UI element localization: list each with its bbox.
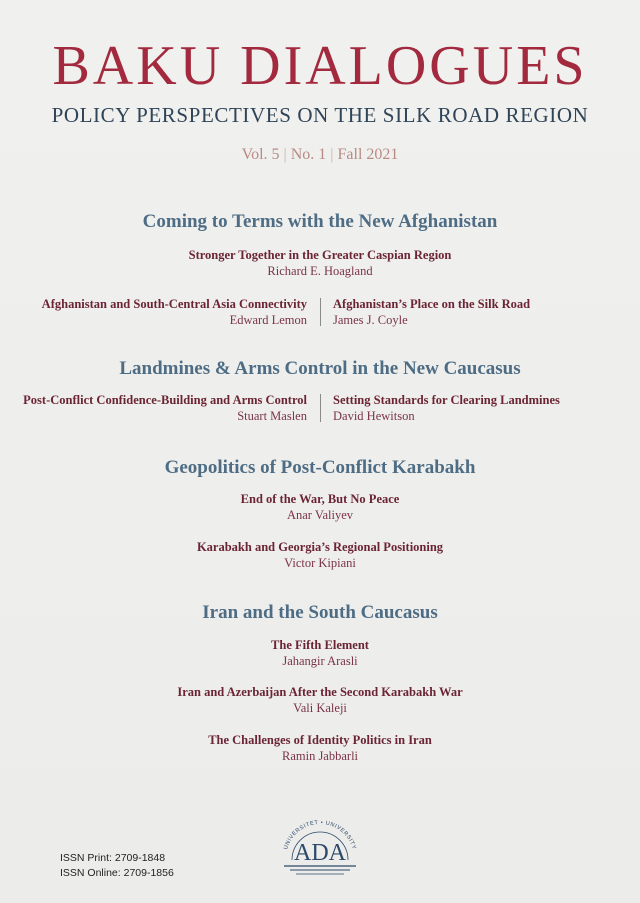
section-heading: Geopolitics of Post-Conflict Karabakh	[164, 457, 476, 478]
article-title: Afghanistan’s Place on the Silk Road	[333, 297, 531, 311]
column-divider	[320, 394, 321, 422]
logo-ring-text: UNIVERSITET • UNIVERSITY	[283, 819, 357, 851]
article-author: Anar Valiyev	[286, 508, 354, 522]
article-author: Ramin Jabbarli	[281, 749, 359, 763]
section-heading: Landmines & Arms Control in the New Caucasus	[119, 358, 521, 379]
section-heading: Iran and the South Caucasus	[202, 602, 438, 623]
article-entry	[7, 296, 307, 328]
article-title: The Challenges of Identity Politics in Iran	[208, 733, 432, 747]
article-entry	[7, 392, 307, 424]
article-entry	[0, 491, 640, 523]
issue-volume: Vol. 5	[241, 146, 280, 163]
journal-subtitle: POLICY PERSPECTIVES ON THE SILK ROAD REGION	[51, 103, 589, 127]
logo-text: ADA	[294, 840, 346, 866]
section-heading: Coming to Terms with the New Afghanistan	[142, 211, 498, 232]
issn-online: ISSN Online: 2709-1856	[60, 867, 174, 879]
article-entry	[0, 247, 640, 279]
article-entry	[333, 296, 633, 328]
column-divider	[320, 298, 321, 326]
article-author: Vali Kaleji	[293, 701, 347, 715]
article-author: Stuart Maslen	[237, 409, 307, 423]
issue-separator: |	[330, 146, 334, 163]
article-entry	[0, 637, 640, 669]
article-title: End of the War, But No Peace	[240, 492, 400, 506]
article-author: Jahangir Arasli	[282, 654, 358, 668]
article-author: Edward Lemon	[229, 313, 307, 327]
issue-season: Fall 2021	[337, 146, 399, 163]
issue-number: No. 1	[290, 146, 327, 163]
journal-title: BAKU DIALOGUES	[52, 35, 588, 97]
article-title: Post-Conflict Confidence-Building and Arms Control	[23, 393, 307, 407]
article-title: Setting Standards for Clearing Landmines	[333, 393, 560, 407]
article-author: Victor Kipiani	[284, 556, 356, 570]
article-entry	[0, 732, 640, 764]
ada-university-logo	[270, 810, 370, 885]
article-author: Richard E. Hoagland	[267, 264, 373, 278]
article-title: Iran and Azerbaijan After the Second Karabakh War	[177, 685, 463, 699]
article-title: Stronger Together in the Greater Caspian Region	[188, 248, 452, 262]
article-title: Karabakh and Georgia’s Regional Positioning	[196, 540, 444, 554]
article-entry	[0, 684, 640, 716]
article-title: Afghanistan and South-Central Asia Connectivity	[41, 297, 307, 311]
article-author: James J. Coyle	[333, 313, 408, 327]
article-entry	[0, 539, 640, 571]
issue-separator: |	[283, 146, 287, 163]
article-title: The Fifth Element	[271, 638, 369, 652]
article-author: David Hewitson	[333, 409, 415, 423]
issue-info	[0, 145, 640, 165]
issn-print: ISSN Print: 2709-1848	[60, 852, 166, 864]
article-entry	[333, 392, 633, 424]
